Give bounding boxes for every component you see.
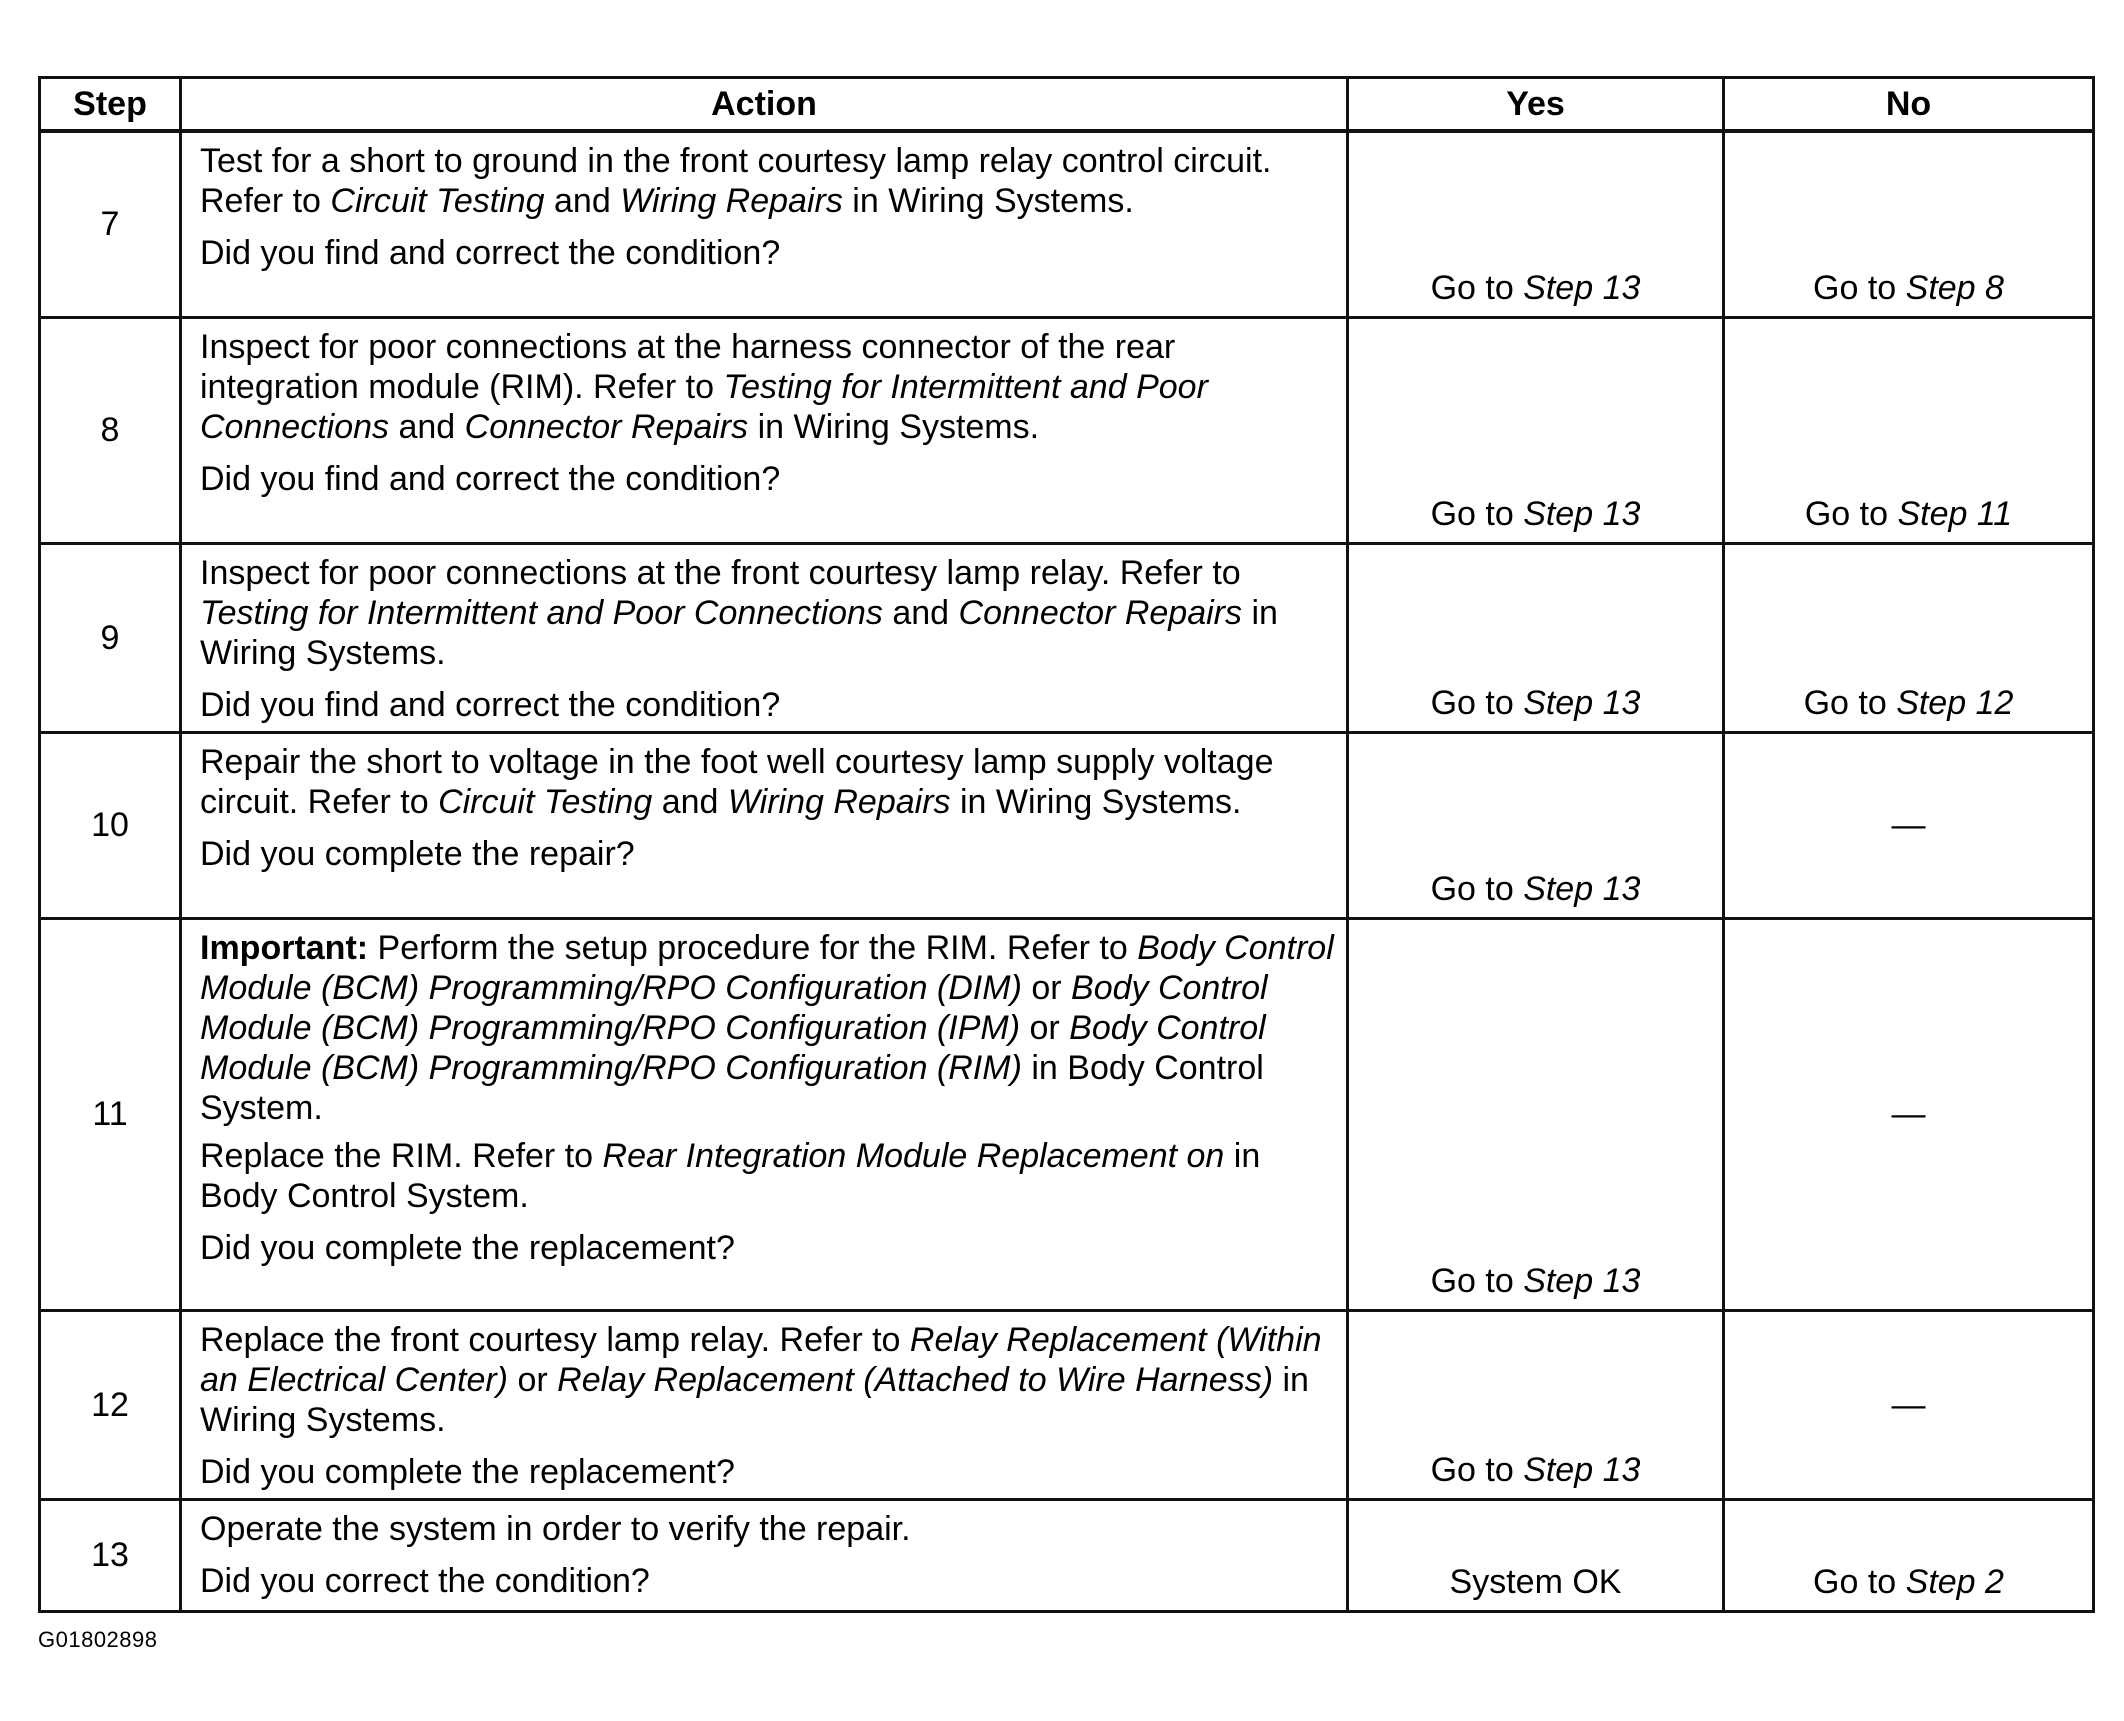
- action-question: Did you complete the replacement?: [200, 1452, 735, 1491]
- text-run: in Wiring Systems.: [950, 782, 1242, 821]
- action-paragraph: [200, 928, 1334, 1128]
- text-run: or: [508, 1360, 558, 1399]
- text-run: and: [882, 593, 959, 632]
- action-question: Did you complete the repair?: [200, 834, 635, 873]
- header-action: Action: [181, 78, 1348, 132]
- step-number: 11: [40, 918, 181, 1310]
- text-run: Repair the short to voltage in the foot well courtesy lamp supply voltage circuit. Refer to: [200, 742, 1274, 821]
- text-run: Go to: [1813, 268, 1906, 307]
- text-run: System OK: [1449, 1562, 1622, 1601]
- reference-link-text: Wiring Repairs: [620, 182, 843, 220]
- action-question: Did you find and correct the condition?: [200, 234, 781, 272]
- text-run: Go to: [1803, 683, 1897, 722]
- reference-link-text: Body Control Module (BCM) Programming/RPO Configuration (IPM): [200, 968, 1268, 1047]
- text-run: or: [1020, 1008, 1070, 1047]
- text-run: Test for a short to ground in the front courtesy lamp relay control circuit. Refer to: [200, 142, 1272, 220]
- yes-result: [1348, 131, 1724, 317]
- reference-link-text: Body Control Module (BCM) Programming/RPO Configuration (RIM): [200, 1008, 1266, 1087]
- no-result: [1724, 918, 2094, 1310]
- text-run: Replace the front courtesy lamp relay. Refer to: [200, 1320, 910, 1359]
- table-row: [40, 1499, 2094, 1611]
- action-cell: [181, 918, 1348, 1310]
- no-result: [1724, 543, 2094, 732]
- action-cell: [181, 317, 1348, 543]
- action-paragraph: [200, 327, 1334, 447]
- header-yes: Yes: [1348, 78, 1724, 132]
- reference-link-text: Step 13: [1523, 494, 1641, 533]
- reference-link-text: Testing for Intermittent and Poor Connections: [200, 593, 883, 632]
- reference-link-text: Circuit Testing: [438, 782, 653, 821]
- reference-link-text: Step 8: [1905, 268, 2004, 307]
- yes-result: [1348, 918, 1724, 1310]
- text-run: —: [1891, 806, 1926, 844]
- text-run: —: [1891, 1385, 1926, 1424]
- text-run: —: [1891, 1095, 1926, 1133]
- reference-link-text: Connector Repairs: [958, 593, 1243, 632]
- table-row: [40, 1310, 2094, 1499]
- step-number: 7: [40, 131, 181, 317]
- reference-link-text: Testing for Intermittent and Poor Connections: [200, 367, 1208, 446]
- text-run: in Body Control System.: [200, 1136, 1261, 1215]
- text-run: and: [652, 782, 728, 821]
- reference-link-text: Body Control Module (BCM) Programming/RPO Configuration (DIM): [200, 928, 1334, 1007]
- text-run: Go to: [1430, 268, 1524, 307]
- diagnostic-table: [38, 76, 2095, 1613]
- text-run: and: [544, 182, 621, 220]
- reference-link-text: Step 12: [1896, 683, 2014, 722]
- text-run: Go to: [1813, 1562, 1906, 1601]
- yes-result: [1348, 732, 1724, 918]
- action-question: Did you find and correct the condition?: [200, 685, 781, 724]
- yes-result: [1348, 543, 1724, 732]
- action-paragraph: [200, 742, 1334, 822]
- step-number: 8: [40, 317, 181, 543]
- step-number: 10: [40, 732, 181, 918]
- text-run: or: [1021, 968, 1072, 1007]
- text-run: in Body Control System.: [200, 1048, 1264, 1127]
- table-row: [40, 732, 2094, 918]
- important-label: Important:: [200, 928, 369, 967]
- reference-link-text: Step 13: [1523, 1450, 1641, 1489]
- table-row: [40, 317, 2094, 543]
- no-result: [1724, 317, 2094, 543]
- text-run: in Wiring Systems.: [200, 593, 1278, 672]
- text-run: in Wiring Systems.: [842, 182, 1134, 220]
- text-run: in Wiring Systems.: [200, 1360, 1309, 1439]
- no-result: [1724, 732, 2094, 918]
- reference-link-text: Step 13: [1523, 268, 1641, 307]
- reference-link-text: Step 2: [1905, 1562, 2004, 1601]
- no-result: [1724, 1310, 2094, 1499]
- action-question: Did you find and correct the condition?: [200, 459, 781, 498]
- no-result: [1724, 1499, 2094, 1611]
- reference-link-text: Connector Repairs: [464, 407, 749, 446]
- text-run: Replace the RIM. Refer to: [200, 1136, 603, 1175]
- reference-link-text: Relay Replacement (Within an Electrical Center): [200, 1320, 1322, 1399]
- reference-link-text: Step 13: [1523, 869, 1641, 908]
- reference-link-text: Relay Replacement (Attached to Wire Harness): [557, 1360, 1274, 1399]
- text-run: Perform the setup procedure for the RIM. Refer to: [368, 928, 1138, 967]
- text-run: and: [389, 407, 465, 446]
- reference-link-text: Step 13: [1523, 1261, 1641, 1300]
- step-number: 9: [40, 543, 181, 732]
- table-row: [40, 131, 2094, 317]
- action-cell: [181, 543, 1348, 732]
- action-cell: [181, 1499, 1348, 1611]
- step-number: 13: [40, 1499, 181, 1611]
- action-paragraph: [200, 553, 1334, 673]
- action-paragraph: [200, 1320, 1334, 1440]
- table-row: [40, 918, 2094, 1310]
- action-cell: [181, 1310, 1348, 1499]
- action-question: Did you correct the condition?: [200, 1561, 650, 1600]
- text-run: Go to: [1430, 869, 1524, 908]
- text-run: Inspect for poor connections at the front courtesy lamp relay. Refer to: [200, 553, 1241, 592]
- reference-link-text: Step 11: [1897, 494, 2013, 533]
- header-no: No: [1724, 78, 2094, 132]
- text-run: Go to: [1430, 1450, 1524, 1489]
- action-question: Did you complete the replacement?: [200, 1228, 735, 1267]
- action-cell: [181, 732, 1348, 918]
- reference-link-text: Circuit Testing: [330, 182, 545, 220]
- header-row: [40, 78, 2094, 132]
- action-paragraph: [200, 1136, 1334, 1216]
- action-paragraph: [200, 141, 1334, 221]
- text-run: Go to: [1804, 494, 1898, 533]
- no-result: [1724, 131, 2094, 317]
- yes-result: [1348, 317, 1724, 543]
- reference-link-text: Step 13: [1523, 683, 1641, 722]
- table-row: [40, 543, 2094, 732]
- text-run: Operate the system in order to verify the repair.: [200, 1509, 911, 1548]
- action-cell: [181, 131, 1348, 317]
- yes-result: [1348, 1499, 1724, 1611]
- text-run: in Wiring Systems.: [748, 407, 1040, 446]
- step-number: 12: [40, 1310, 181, 1499]
- text-run: Go to: [1430, 683, 1524, 722]
- table-body: [40, 131, 2094, 1611]
- header-step: Step: [40, 78, 181, 132]
- reference-link-text: Rear Integration Module Replacement on: [602, 1136, 1225, 1175]
- action-paragraph: [200, 1509, 1334, 1549]
- text-run: Go to: [1430, 494, 1524, 533]
- yes-result: [1348, 1310, 1724, 1499]
- text-run: Inspect for poor connections at the harness connector of the rear integration module (RIM). Refer to: [200, 327, 1176, 406]
- text-run: Go to: [1430, 1261, 1524, 1300]
- reference-link-text: Wiring Repairs: [727, 782, 951, 821]
- figure-id: G01802898: [38, 1627, 158, 1652]
